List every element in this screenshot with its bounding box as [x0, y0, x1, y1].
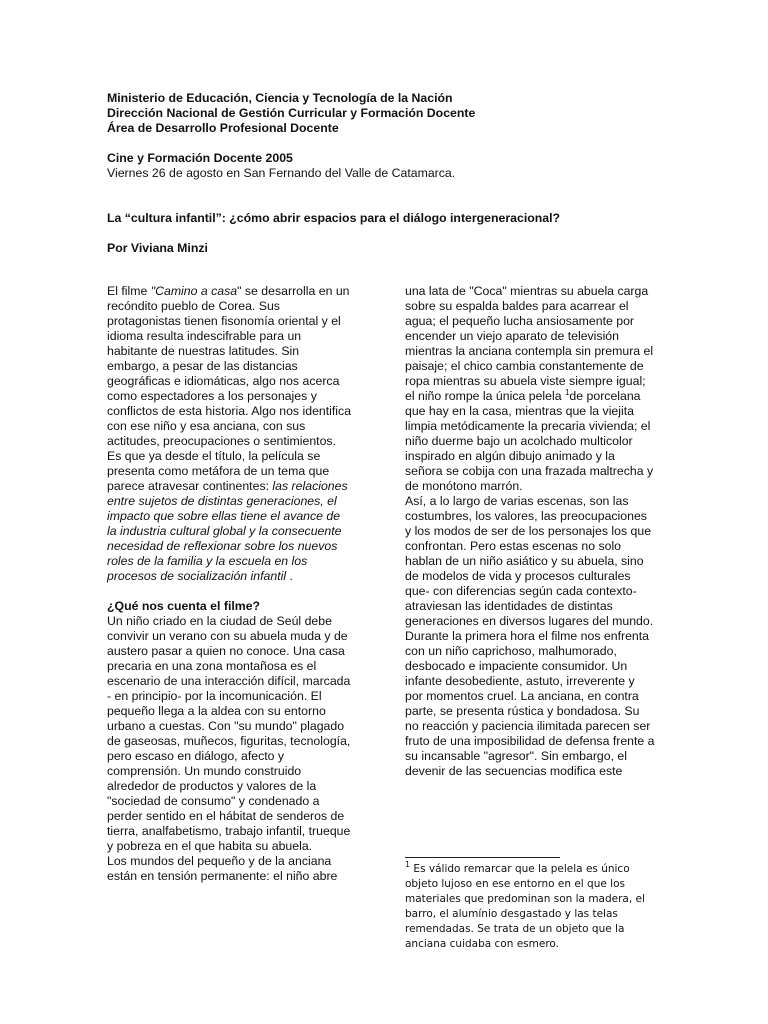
institution-line-3: Área de Desarrollo Profesional Docente: [107, 121, 339, 135]
article-byline: Por Viviana Minzi: [107, 241, 208, 255]
footnote-number: 1: [405, 860, 411, 869]
p1-end: .: [286, 569, 293, 583]
footnote-reference[interactable]: 1: [564, 388, 570, 397]
rp1-b: de porcelana que hay en la casa, mientras que la viejita limpia metódicamente la precaria vivienda; el niño duerme bajo un acolchado multicolor inspirado en algún dibujo animado y la señora se cobija con una frazada maltrecha y de monótono marrón.: [405, 389, 654, 493]
section-heading: ¿Qué nos cuenta el filme?: [107, 599, 261, 613]
footnote-text: Es válido remarcar que la pelela es único objeto lujoso en ese entorno en el que los materiales que predominan son la madera, el barro, el alumínio desgastado y las telas remendadas. Se trata de un objeto que la anciana cuidaba con esmero.: [405, 863, 645, 950]
document-header: [107, 91, 727, 256]
event-detail: Viernes 26 de agosto en San Fernando del Valle de Catamarca.: [107, 166, 456, 180]
footnote-divider: [405, 857, 560, 858]
rp1-a: una lata de "Coca" mientras su abuela carga sobre su espalda baldes para acarrear el agua; el pequeño lucha ansiosamente por encender un viejo aparato de televisión mientras la anciana contempla sin premura el paisaje; el chico cambia constantemente de ropa mientras su abuela viste siempre igual; el niño rompe la única pelela: [405, 284, 654, 403]
institution-line-1: Ministerio de Educación, Ciencia y Tecnología de la Nación: [107, 91, 453, 105]
right-paragraph-1: [405, 284, 655, 494]
footnote: [405, 862, 663, 952]
right-paragraph-2: Así, a lo largo de varias escenas, son las costumbres, los valores, las preocupaciones y los modos de ser de los personajes los que confrontan. Pero estas escenas no solo hablan de un niño asiático y su abuela, sino de modelos de vida y procesos culturales que- con diferencias según cada contexto- atraviesan las identidades de distintas generaciones en diversos lugares del mundo.: [405, 494, 654, 628]
left-paragraph-3: Los mundos del pequeño y de la anciana están en tensión permanente: el niño abre: [107, 854, 338, 883]
right-column: [405, 284, 655, 779]
left-paragraph-2: Un niño criado en la ciudad de Seúl debe convivir un verano con su abuela muda y de austero pasar a quien no conoce. Una casa precaria en una zona montañosa es el escenario de una interacción difícil, marcada - en principio- por la incomunicación. El pequeño llega a la aldea con su entorno urbano a cuestas. Con "su mundo" plagado de gaseosas, muñecos, figuritas, tecnología, pero escaso en diálogo, afecto y comprensión. Un mundo construido alrededor de productos y valores de la "sociedad de consumo" y condenado a perder sentido en el hábitat de senderos de tierra, analfabetismo, trabajo infantil, trueque y pobreza en el que habita su abuela.: [107, 614, 351, 853]
institution-line-2: Dirección Nacional de Gestión Curricular y Formación Docente: [107, 106, 476, 120]
p1-italic-thesis: las relaciones entre sujetos de distintas generaciones, el impacto que sobre ellas tiene el avance de la industria cultural global y la consecuente necesidad de reflexionar sobre los nuevos roles de la familia y la escuela en los procesos de socialización infantil: [107, 479, 348, 583]
film-title: "Camino a casa: [150, 284, 238, 298]
right-paragraph-3: Durante la primera hora el filme nos enfrenta con un niño caprichoso, malhumorado, desbocado e impaciente consumidor. Un infante desobediente, astuto, irreverente y por momentos cruel. La anciana, en contra parte, se presenta rústica y bondadosa. Su no reacción y paciencia ilimitada parecen ser fruto de una imposibilidad de defensa frente a su incansable "agresor". Sin embargo, el devenir de las secuencias modifica este: [405, 629, 655, 778]
left-column: [107, 284, 352, 884]
p1-body: " se desarrolla en un recóndito pueblo de Corea. Sus protagonistas tienen fisonomía oriental y el idioma resulta indescifrable para un habitante de nuestras latitudes. Sin embargo, a pesar de las distancias geográficas e idiomáticas, algo nos acerca como espectadores a los personajes y conflictos de esta historia. Algo nos identifica con ese niño y esa anciana, con sus actitudes, preocupaciones o sentimientos. Es que ya desde el título, la película se presenta como metáfora de un tema que parece atravesar continentes:: [107, 284, 352, 493]
left-paragraph-1: [107, 284, 352, 584]
event-title: Cine y Formación Docente 2005: [107, 151, 293, 165]
article-title: La “cultura infantil”: ¿cómo abrir espacios para el diálogo intergeneracional?: [107, 211, 561, 225]
p1-intro: El filme: [107, 284, 151, 298]
